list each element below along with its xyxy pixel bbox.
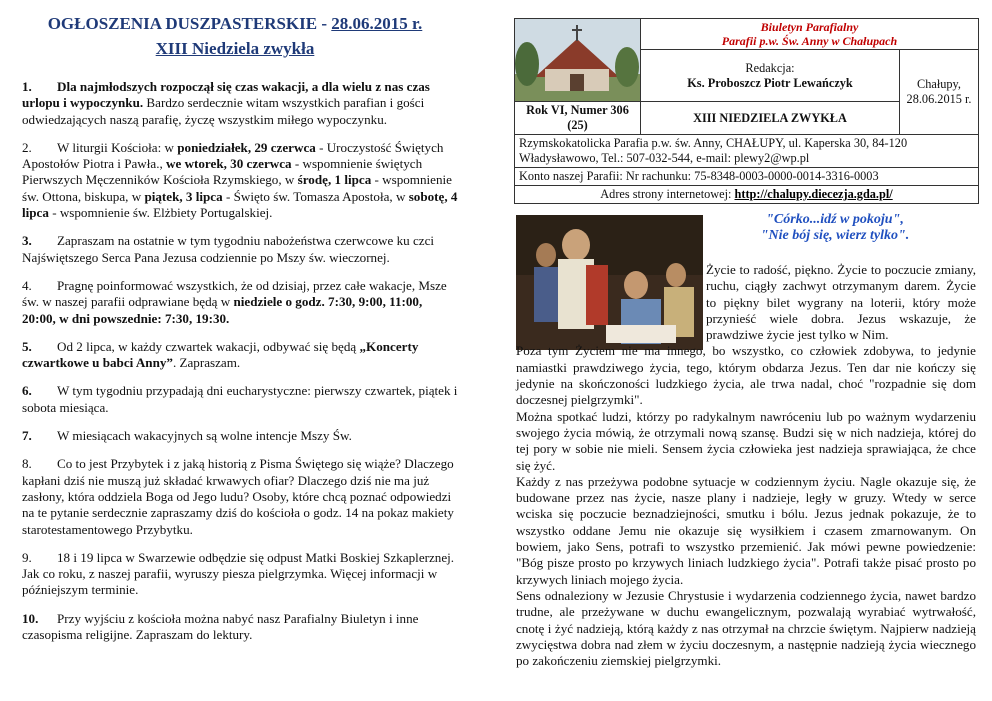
article-body (516, 262, 976, 669)
announcement-text: Pragnę poinformować wszystkich, że od dzisiaj, przez całe wakacje, Msze św. w naszej parafii odprawiane będą w niedziele o godz. 7:30, 9:00, 11:00, 20:00, w dni powszednie: 7:30, 19:30. (22, 277, 447, 326)
website-cell: Adres strony internetowej: http://chalupy.diecezja.gda.pl/ (515, 186, 979, 204)
announcements-subtitle: XIII Niedziela zwykła (155, 39, 315, 58)
announcement-text: W miesiącach wakacyjnych są wolne intencje Mszy Św. (57, 428, 352, 444)
announcements-title: OGŁOSZENIA DUSZPASTERSKIE - 28.06.2015 r. (47, 14, 423, 33)
announcement-text: W liturgii Kościoła: w poniedziałek, 29 czerwca - Uroczystość Świętych Apostołów Piotra i Pawła., we wtorek, 30 czerwca - wspomnienie świętych Pierwszych Męczenników Kościoła Rzymskiego, w środę, 1 lipca - wspomnienie św. Ottona, biskupa, w piątek, 3 lipca - Święto św. Tomasza Apostoła, w sobotę, 4 lipca - wspomnienie św. Elżbiety Portugalskiej. (22, 139, 458, 221)
announcement-number: 2. (22, 139, 32, 155)
announcement-item (22, 428, 458, 444)
announcement-number: 7. (22, 428, 32, 444)
church-image (515, 19, 640, 101)
issue-cell: Rok VI, Numer 306 (25) (515, 102, 641, 135)
website-link[interactable]: http://chalupy.diecezja.gda.pl/ (734, 187, 893, 201)
announcement-number: 4. (22, 277, 32, 293)
article-paragraph: Każdy z nas przeżywa podobne sytuacje w codziennym życiu. Nagle okazuje się, że budowane przez nas życie, nasze plany i nadzieje, legły w gruzy. Wtedy w serce wciska się poczucie beznadziejności, smutku i bólu. Jezus jednak pokazuje, że to wszystko oddane Jemu nie okazuje się wysiłkiem i czasem zmarnowanym. On bowiem, jako Sens, potrafi to wszystko przemienić. Jak mówi pewne powiedzenie: "Bóg pisze prosto po krzywych liniach ludzkiego życia". Potrafi także pisać prosto po krzywych liniach mojego życia. (516, 473, 976, 587)
sunday-cell: XIII NIEDZIELA ZWYKŁA (641, 102, 900, 135)
church-photo (515, 19, 640, 101)
announcement-text: 18 i 19 lipca w Swarzewie odbędzie się odpust Matki Boskiej Szkaplerznej. Jak co roku, z naszej parafii, wyruszy piesza pielgrzymka. Więcej informacji w późniejszym terminie. (22, 549, 455, 598)
announcements-list (22, 79, 458, 655)
editor-cell: Redakcja: Ks. Proboszcz Piotr Lewańczyk (641, 50, 900, 102)
article-paragraph: Życie to radość, piękno. Życie to poczucie zmiany, ruchu, ciągły zachwyt otrzymanym darem. Życie to piękny bilet wygrany na loterii, który może przynieść wiele dobra. Jezus wskazuje, że prawdziwe życie jest tylko w Nim. (706, 262, 976, 343)
announcement-item (22, 339, 458, 372)
account-cell: Konto naszej Parafii: Nr rachunku: 75-8348-0003-0000-0014-3316-0003 (515, 168, 979, 186)
announcement-item (22, 456, 458, 537)
bulletin-header (514, 18, 979, 204)
announcement-text: Co to jest Przybytek i z jaką historią z Pisma Świętego się wiąże? Dlaczego kapłani dziś nie muszą już składać krwawych ofiar? Dlaczego dziś nie ma już zasłony, która oddziela Boga od Jego ludu? Osoby, które chcą poznać odpowiedzi na te pytanie serdecznie zapraszamy dziś do kościoła o godz. 14 na pokaz makiety starotestamentowego Przybytku. (22, 456, 454, 537)
announcement-number: 9. (22, 549, 32, 565)
announcement-number: 10. (22, 610, 39, 626)
announcement-item (22, 140, 458, 221)
announcement-item (22, 79, 458, 128)
announcement-text: Od 2 lipca, w każdy czwartek wakacji, odbywać się będą „Koncerty czwartkowe u babci Anny”. Zapraszam. (22, 338, 419, 371)
announcement-text: Dla najmłodszych rozpoczął się czas wakacji, a dla wielu z nas czas urlopu i wypoczynku. Bardzo serdecznie witam wszystkich parafian i gości odwiedzających naszą parafię, życzę wszystkim miłego wypoczynku. (22, 79, 430, 127)
church-photo-cell (515, 19, 641, 102)
announcement-item (22, 611, 458, 644)
announcement-number: 5. (22, 338, 32, 354)
bulletin-title-cell: Biuletyn Parafialny Parafii p.w. Św. Anny w Chałupach (641, 19, 979, 50)
announcement-number: 8. (22, 456, 32, 472)
editor-name: Ks. Proboszcz Piotr Lewańczyk (687, 75, 853, 90)
article-quote: "Córko...idź w pokoju", "Nie bój się, wierz tylko". (760, 212, 910, 243)
announcement-number: 1. (22, 79, 32, 94)
announcement-text: W tym tygodniu przypadają dni eucharystyczne: pierwszy czwartek, piątek i sobota miesiąca. (22, 383, 458, 415)
article-paragraph: Sens odnaleziony w Jezusie Chrystusie i wydarzenia codziennego życia, nawet bardzo trudne, ale przeżywane w duchu ewangelicznym, pozwalają wyrabiać wytrwałość, cnotę i żyć nadzieją, którą każdy z nas otrzymał na chrzcie świętym. Najpierw nadzieją zwycięstwa dobra nad złem w życiu doczesnym, a następnie nadzieją życia wiecznego po zakończeniu ziemskiej pielgrzymki. (516, 587, 976, 669)
address-cell: Rzymskokatolicka Parafia p.w. św. Anny, CHAŁUPY, ul. Kaperska 30, 84-120 Władysławowo, Tel.: 507-032-544, e-mail: plewy2@wp.pl (515, 135, 979, 168)
date-cell: Chałupy, 28.06.2015 r. (900, 50, 979, 135)
announcement-item (22, 233, 458, 266)
announcement-text: Przy wyjściu z kościoła można nabyć nasz Parafialny Biuletyn i inne czasopisma religijne. Zapraszam do lektury. (22, 610, 419, 643)
announcement-item (22, 550, 458, 599)
announcement-item (22, 383, 458, 416)
article-paragraph: Można spotkać ludzi, którzy po radykalnym nawróceniu lub po ważnym wydarzeniu swojego życia mówią, że otrzymali nową szansę. Budzi się w nich nadzieja, której do tej pory w sobie nie mieli. Sensem życia człowieka jest nadzieja sprawiająca, że chce się żyć. (516, 408, 976, 473)
announcements-date: 28.06.2015 r. (331, 14, 423, 33)
announcement-item (22, 278, 458, 327)
announcement-text: Zapraszam na ostatnie w tym tygodniu nabożeństwa czerwcowe ku czci Najświętszego Serca Pana Jezusa codziennie po Mszy św. wieczornej. (22, 233, 435, 265)
announcements-column (0, 0, 470, 701)
article-paragraph: Poza tym Życiem nie ma innego, bo wszystko, co człowiek zdobywa, to jedynie namiastki prawdziwego życia, tego, którym obdarza Jezus. Ten dar nie kończy się jedynie na skończoności ludzkiego życia, ale trwa nadal, choć "rozpadnie się dom doczesnej pielgrzymki". (516, 343, 976, 408)
announcement-number: 3. (22, 233, 32, 249)
announcement-number: 6. (22, 383, 32, 399)
